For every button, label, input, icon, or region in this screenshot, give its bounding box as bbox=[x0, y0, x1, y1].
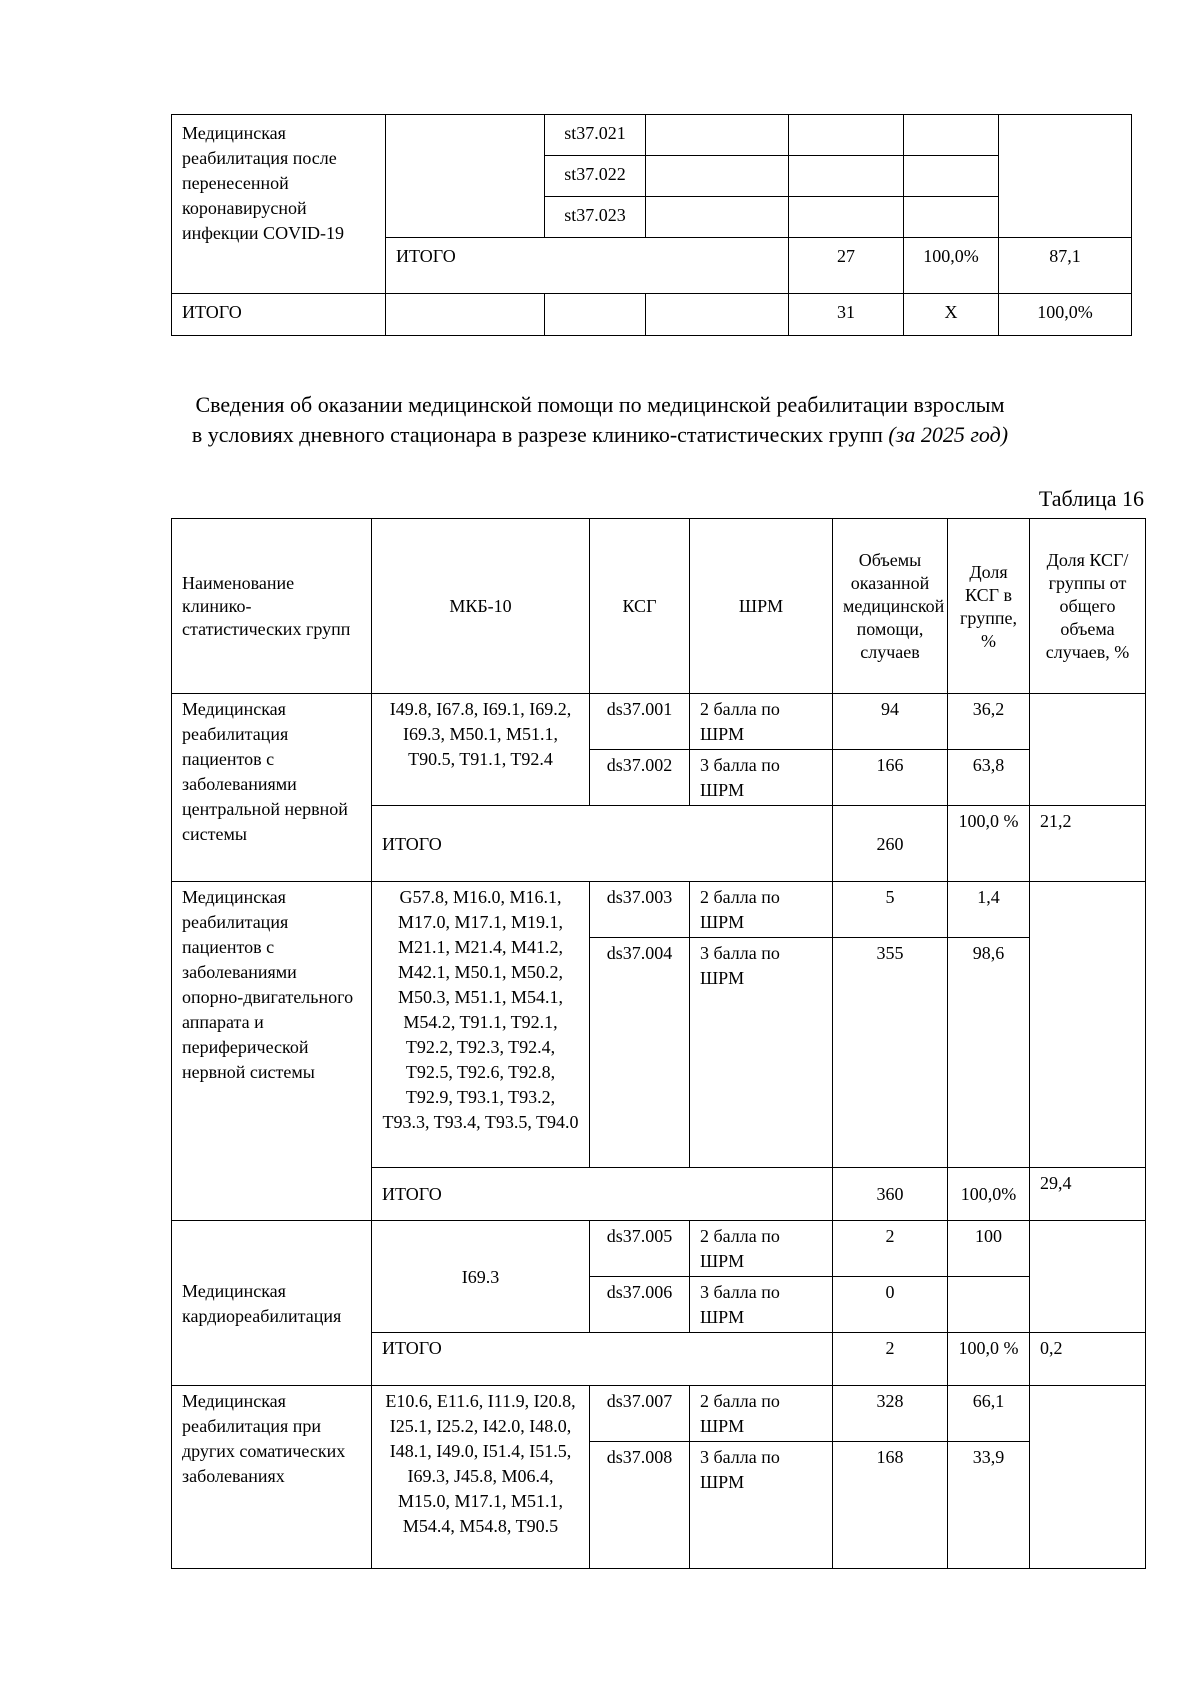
header-ksg: КСГ bbox=[590, 519, 690, 694]
ksg-cell: st37.021 bbox=[545, 115, 646, 156]
ksg-code: ds37.001 bbox=[590, 694, 690, 750]
itogo-share: 100,0% bbox=[948, 1168, 1030, 1221]
itogo-label: ИТОГО bbox=[372, 806, 833, 882]
shrm-score: 3 балла по ШРМ bbox=[690, 750, 833, 806]
itogo-volume: 360 bbox=[833, 1168, 948, 1221]
share-value: 66,1 bbox=[948, 1386, 1030, 1442]
shrm-score: 3 балла по ШРМ bbox=[690, 1442, 833, 1569]
heading-line-1: Сведения об оказании медицинской помощи по медицинской реабилитации взрослым bbox=[195, 392, 1005, 417]
header-name: Наименование клинико-статистических групп bbox=[172, 519, 372, 694]
group-name-cell: Медицинская реабилитация после перенесенной коронавирусной инфекции COVID-19 bbox=[172, 115, 386, 294]
shrm-score: 2 балла по ШРМ bbox=[690, 882, 833, 938]
ksg-code: ds37.003 bbox=[590, 882, 690, 938]
share-value: 98,6 bbox=[948, 938, 1030, 1168]
volume-value: 0 bbox=[833, 1277, 948, 1333]
ksg-code: ds37.006 bbox=[590, 1277, 690, 1333]
share-value: 63,8 bbox=[948, 750, 1030, 806]
volume-value: 168 bbox=[833, 1442, 948, 1569]
mkb-codes: G57.8, M16.0, M16.1, M17.0, M17.1, M19.1, M21.1, M21.4, M41.2, M42.1, M50.1, M50.2, M50.3, M51.1, M54.1, M54.2, T91.1, T92.1, T92.2, T92.3, T92.4, T92.5, T92.6, T92.8, T92.9, T93.1, T93.2, T93.3, T93.4, T93.5, T94.0 bbox=[372, 882, 590, 1168]
header-share: Доля КСГ в группе, % bbox=[948, 519, 1030, 694]
section-heading bbox=[0, 390, 1200, 450]
table-number-label: Таблица 16 bbox=[1038, 486, 1144, 511]
main-table bbox=[171, 518, 1146, 1569]
shrm-score: 3 балла по ШРМ bbox=[690, 1277, 833, 1333]
volume-value: 5 bbox=[833, 882, 948, 938]
mkb-codes: E10.6, E11.6, I11.9, I20.8, I25.1, I25.2, I42.0, I48.0, I48.1, I49.0, I51.4, I51.5, I69.3, J45.8, M06.4, M15.0, M17.1, M51.1, M54.4, M54.8, T90.5 bbox=[372, 1386, 590, 1569]
volume-value: 166 bbox=[833, 750, 948, 806]
mkb-codes: I49.8, I67.8, I69.1, I69.2, I69.3, M50.1, M51.1, T90.5, T91.1, T92.4 bbox=[372, 694, 590, 806]
group-name: Медицинская реабилитация пациентов с заболеваниями опорно-двигательного аппарата и периферической нервной системы bbox=[172, 882, 372, 1221]
share-value: 1,4 bbox=[948, 882, 1030, 938]
itogo-group-share: 21,2 bbox=[1030, 806, 1146, 882]
share-value: 33,9 bbox=[948, 1442, 1030, 1569]
volume-value: 94 bbox=[833, 694, 948, 750]
group-name: Медицинская реабилитация при других соматических заболеваниях bbox=[172, 1386, 372, 1569]
total-group-share: 100,0% bbox=[999, 294, 1132, 336]
share-value: 100 bbox=[948, 1221, 1030, 1277]
itogo-share: 100,0 % bbox=[948, 1333, 1030, 1386]
header-mkb: МКБ-10 bbox=[372, 519, 590, 694]
share-value: 36,2 bbox=[948, 694, 1030, 750]
itogo-volume: 260 bbox=[833, 806, 948, 882]
shrm-score: 3 балла по ШРМ bbox=[690, 938, 833, 1168]
shrm-score: 2 балла по ШРМ bbox=[690, 694, 833, 750]
header-group-share: Доля КСГ/ группы от общего объема случаев, % bbox=[1030, 519, 1146, 694]
ksg-cell: st37.022 bbox=[545, 156, 646, 197]
group-name: Медицинская реабилитация пациентов с заболеваниями центральной нервной системы bbox=[172, 694, 372, 882]
shrm-score: 2 балла по ШРМ bbox=[690, 1386, 833, 1442]
itogo-volume: 27 bbox=[789, 238, 904, 294]
itogo-label: ИТОГО bbox=[372, 1333, 833, 1386]
total-share: Х bbox=[904, 294, 999, 336]
ksg-code: ds37.004 bbox=[590, 938, 690, 1168]
volume-value: 2 bbox=[833, 1221, 948, 1277]
itogo-group-share: 29,4 bbox=[1030, 1168, 1146, 1221]
itogo-label: ИТОГО bbox=[372, 1168, 833, 1221]
ksg-cell: st37.023 bbox=[545, 197, 646, 238]
group-name: Медицинская кардиореабилитация bbox=[172, 1221, 372, 1386]
itogo-volume: 2 bbox=[833, 1333, 948, 1386]
itogo-group-share: 0,2 bbox=[1030, 1333, 1146, 1386]
ksg-code: ds37.007 bbox=[590, 1386, 690, 1442]
ksg-code: ds37.005 bbox=[590, 1221, 690, 1277]
mkb-codes: I69.3 bbox=[372, 1221, 590, 1333]
header-shrm: ШРМ bbox=[690, 519, 833, 694]
itogo-group-share: 87,1 bbox=[999, 238, 1132, 294]
ksg-code: ds37.008 bbox=[590, 1442, 690, 1569]
itogo-share: 100,0 % bbox=[948, 806, 1030, 882]
itogo-label: ИТОГО bbox=[386, 238, 789, 294]
volume-value: 328 bbox=[833, 1386, 948, 1442]
total-volume: 31 bbox=[789, 294, 904, 336]
itogo-share: 100,0% bbox=[904, 238, 999, 294]
header-volume: Объемы оказанной медицинской помощи, случаев bbox=[833, 519, 948, 694]
shrm-score: 2 балла по ШРМ bbox=[690, 1221, 833, 1277]
ksg-code: ds37.002 bbox=[590, 750, 690, 806]
heading-line-2: в условиях дневного стационара в разрезе клинико-статистических групп bbox=[191, 422, 883, 447]
share-value bbox=[948, 1277, 1030, 1333]
continuation-table bbox=[171, 114, 1132, 336]
total-label: ИТОГО bbox=[172, 294, 386, 336]
volume-value: 355 bbox=[833, 938, 948, 1168]
heading-period: (за 2025 год) bbox=[888, 422, 1009, 447]
